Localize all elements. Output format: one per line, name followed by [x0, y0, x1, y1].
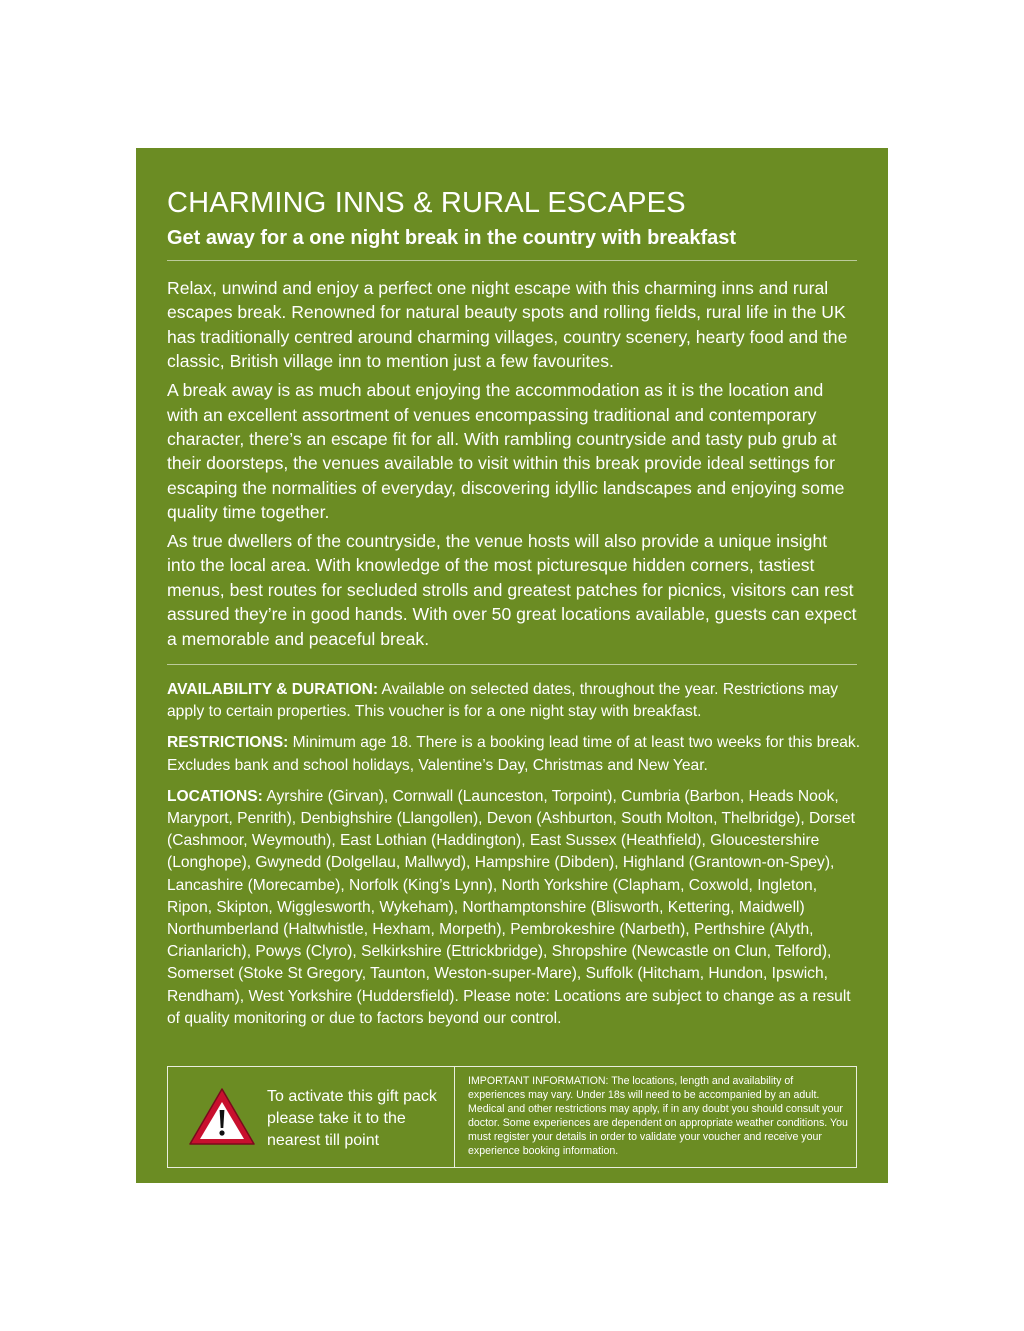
restrictions-text: Minimum age 18. There is a booking lead time of at least two weeks for this break. Excludes bank and school holidays, Valentine’s Day, Christmas and New Year.: [167, 734, 861, 774]
intro-section: [167, 276, 859, 656]
availability-paragraph: [167, 679, 861, 723]
locations-text: Ayrshire (Girvan), Cornwall (Launceston, Torpoint), Cumbria (Barbon, Heads Nook, Maryport, Penrith), Denbighshire (Llangollen), Devon (Ashburton, South Molton, Thelbridge), Dorset (Cashmoor, Weymouth), East Lothian (Haddington), East Sussex (Heathfield), Gloucestershire (Longhope), Gwynedd (Dolgellau, Mallwyd), Hampshire (Dibden), Highland (Grantown-on-Spey), Lancashire (Morecambe), Norfolk (King’s Lynn), North Yorkshire (Clapham, Coxwold, Ingleton, Ripon, Skipton, Wigglesworth, Wykeham), Northamptonshire (Blisworth, Kettering, Maidwell) Northumberland (Haltwhistle, Hexham, Morpeth), Pembrokeshire (Narbeth), Perthshire (Alyth, Crianlarich), Powys (Clyro), Selkirkshire (Ettrickbridge), Shropshire (Newcastle on Clun, Telford), Somerset (Stoke St Gregory, Taunton, Weston-super-Mare), Suffolk (Hitcham, Hundon, Ipswich, Rendham), West Yorkshire (Huddersfield). Please note: Locations are subject to change as a result of quality monitoring or due to factors beyond our control.: [167, 787, 855, 1027]
divider-top: [167, 260, 857, 261]
page-title: CHARMING INNS & RURAL ESCAPES: [167, 187, 686, 219]
info-box: [167, 1066, 857, 1168]
important-information: IMPORTANT INFORMATION: The locations, length and availability of experiences may vary. Under 18s will need to be accompanied by an adult. Medical and other restrictions may apply, if in any doubt you should consult your doctor. Some experiences are dependent on appropriate weather conditions. You must register your details in order to validate your voucher and receive your experience booking information.: [468, 1075, 848, 1157]
restrictions-label: RESTRICTIONS:: [167, 734, 289, 752]
locations-label: LOCATIONS:: [167, 787, 263, 805]
divider-middle: [167, 664, 857, 665]
locations-paragraph: [167, 786, 861, 1030]
restrictions-paragraph: [167, 732, 861, 776]
intro-paragraph: As true dwellers of the countryside, the venue hosts will also provide a unique insight into the local area. With knowledge of the most picturesque hidden corners, tastiest menus, best routes for secluded strolls and greatest patches for picnics, visitors can rest assured they’re in good hands. With over 50 great locations available, guests can expect a memorable and peaceful break.: [167, 531, 857, 649]
details-section: [167, 679, 861, 1039]
intro-paragraph: A break away is as much about enjoying the accommodation as it is the location and with an excellent assortment of venues encompassing traditional and contemporary character, there’s an escape fit for all. With rambling countryside and tasty pub grub at their doorsteps, the venues available to visit within this break provide ideal settings for escaping the normalities of everyday, discovering idyllic landscapes and enjoying some quality time together.: [167, 380, 845, 523]
availability-label: AVAILABILITY & DURATION:: [167, 681, 379, 698]
warning-triangle-icon: [188, 1087, 256, 1147]
activation-notice: [168, 1067, 455, 1167]
availability-text: Available on selected dates, throughout the year. Restrictions may apply to certain properties. This voucher is for a one night stay with breakfast.: [167, 681, 839, 721]
page-subtitle: Get away for a one night break in the country with breakfast: [167, 227, 737, 249]
voucher-panel: [136, 148, 888, 1183]
intro-paragraph: Relax, unwind and enjoy a perfect one night escape with this charming inns and rural escapes break. Renowned for natural beauty spots and rolling fields, rural life in the UK has traditionally centred around charming villages, country scenery, hearty food and the classic, British village inn to mention just a few favourites.: [167, 278, 848, 372]
activation-text: To activate this gift pack please take it to the nearest till point: [267, 1088, 437, 1149]
